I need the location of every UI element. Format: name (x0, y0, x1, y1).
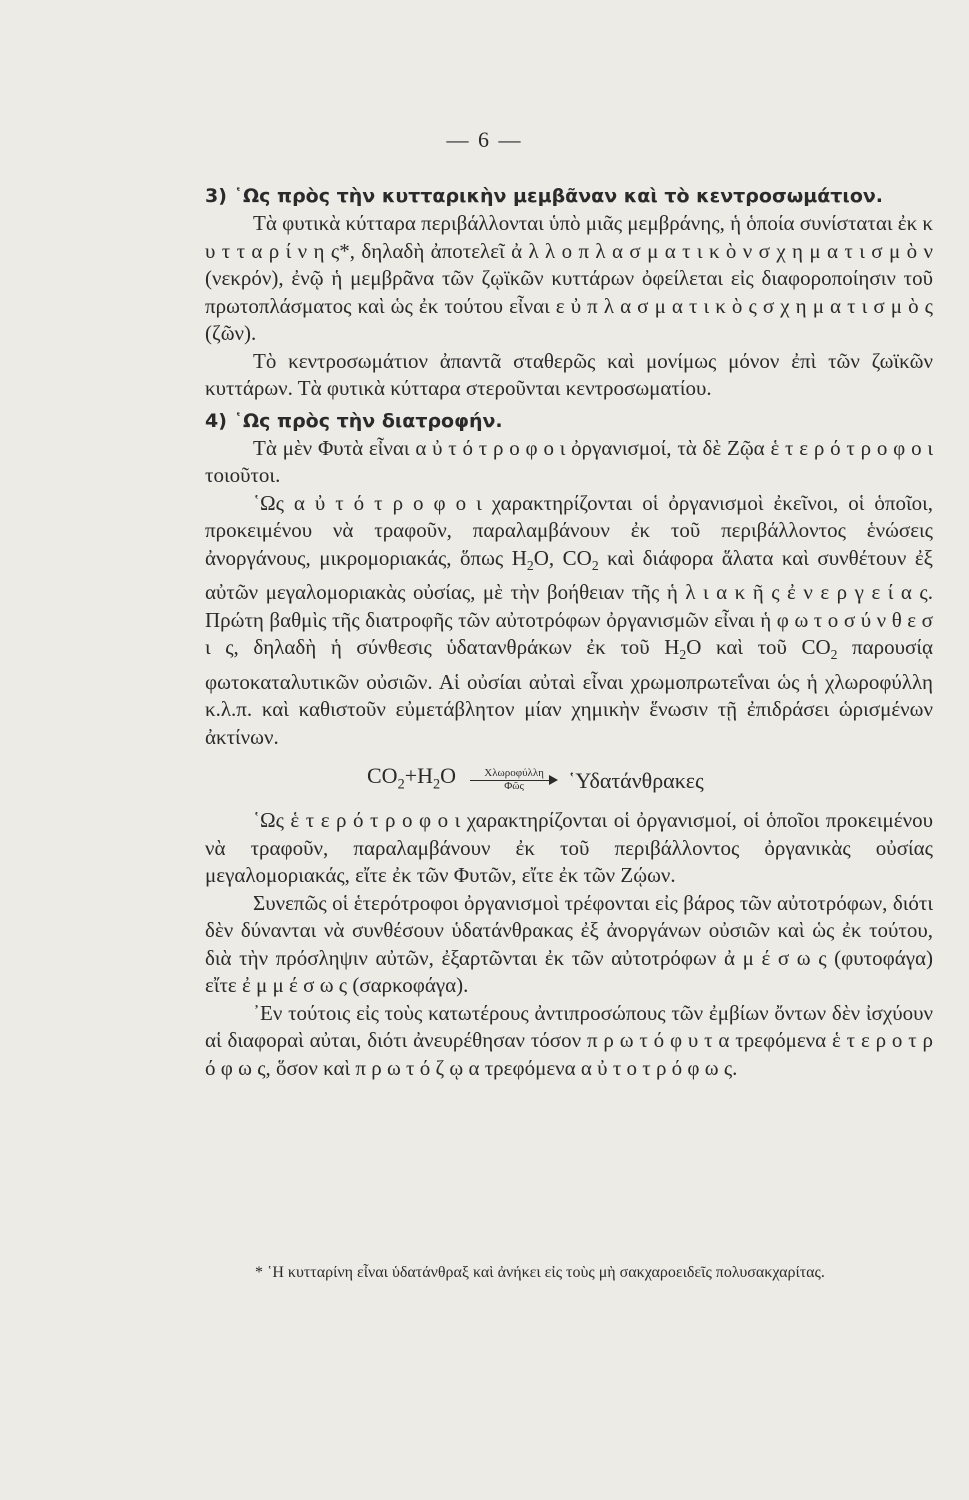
formula-left (367, 762, 456, 799)
text-span: ῾Ως α ὐ τ ό τ ρ ο φ ο ι χαρακτηρίζονται οἱ ὀργανισμοὶ ἐκεῖνοι, οἱ ὁποῖοι, προκειμένου νὰ τραφοῦν, παραλαμβάνουν ἐκ τοῦ περιβάλλοντος ἑνώσεις ἀνοργάνους, μικρομοριακάς, ὅπως H (205, 490, 933, 570)
text-span: O, CO (533, 545, 592, 570)
body-text (205, 182, 933, 1082)
subscript: 2 (591, 557, 599, 573)
section-4-heading: 4) ῾Ως πρὸς τὴν διατροφήν. (205, 409, 503, 432)
page-number: — 6 — (446, 127, 523, 152)
paragraph: ᾿Εν τούτοις εἰς τοὺς κατωτέρους ἀντιπροσώπους τῶν ἐμβίων ὄντων δὲν ἰσχύουν αἱ διαφοραὶ αὐται, διότι ἀνευρέθησαν τόσον π ρ ω τ ό φ υ τ α τρεφόμενα ἑ τ ε ρ ο τ ρ ό φ ω ς, ὅσον καὶ π ρ ω τ ό ζ ῳ α τρεφόμενα α ὐ τ ο τ ρ ό φ ω ς. (205, 1000, 933, 1080)
arrow-label-top: Χλωροφύλλη (484, 767, 544, 780)
formula-right: ῾Υδατάνθρακες (568, 767, 704, 793)
formula-co: CO (367, 762, 398, 788)
subscript: 2 (679, 647, 687, 663)
paragraph (205, 490, 933, 752)
paragraph: Συνεπῶς οἱ ἑτερότροφοι ὀργανισμοὶ τρέφονται εἰς βάρος τῶν αὐτοτρόφων, διότι δὲν δύνανται νὰ συνθέσουν ὑδατάνθρακας ἐξ ἀνοργάνων οὐσιῶν καὶ ὡς ἐκ τούτου, διὰ τὴν πρόσληψιν αὐτῶν, ἐξαρτῶνται ἐκ τῶν αὐτοτρόφων ἀ μ έ σ ω ς (φυτοφάγα) εἴτε ἐ μ μ έ σ ω ς (σαρκοφάγα). (205, 890, 933, 998)
paragraph: Τὰ φυτικὰ κύτταρα περιβάλλονται ὑπὸ μιᾶς μεμβράνης, ἡ ὁποία συνίσταται ἐκ κ υ τ τ α ρ ί ν η ς*, δηλαδὴ ἀποτελεῖ ἀ λ λ ο π λ α σ μ α τ ι κ ὸ ν σ χ η μ α τ ι σ μ ὸ ν (νεκρόν), ἐνῷ ἡ μεμβρᾶνα τῶν ζῳϊκῶν κυττάρων ὀφείλεται εἰς διαφοροποίησιν τοῦ πρωτοπλάσματος καὶ ὡς ἐκ τούτου εἶναι ε ὐ π λ α σ μ α τ ι κ ὸ ς σ χ η μ α τ ι σ μ ὸ ς (ζῶν). (205, 211, 934, 345)
text-span: παρουσίᾳ φωτοκαταλυτικῶν οὐσιῶν. Αἱ οὐσίαι αὐταὶ εἶναι χρωμοπρωτεΐναι ὡς ἡ χλωροφύλλη κ.λ.π. καὶ καθιστοῦν εὐμετάβλητον μίαν χημικὴν ἕνωσιν τῇ ἐπιδράσει ὡρισμένων ἀκτίνων. (205, 635, 934, 749)
subscript: 2 (526, 557, 534, 573)
subscript: 2 (397, 776, 405, 793)
text-span: O καὶ τοῦ CO (686, 635, 831, 660)
arrow-label-bottom: Φῶς (504, 779, 524, 792)
formula-o: O (440, 762, 457, 788)
reaction-arrow (470, 760, 558, 800)
subscript: 2 (433, 776, 441, 793)
text-span: καὶ διάφορα ἅλατα καὶ συνθέτουν ἐξ αὐτῶν μεγαλομοριακὰς οὐσίας, μὲ τὴν βοήθειαν τῆς ἡ λ ι α κ ῆ ς ἐ ν ε ρ γ ε ί α ς. Πρώτη βαθμὶς τῆς διατροφῆς τῶν αὐτοτρόφων ὀργανισμῶν εἶναι ἡ φ ω τ ο σ ύ ν θ ε σ ι ς, δηλαδὴ ἡ σύνθεσις ὑδατανθράκων ἐκ τοῦ H (205, 545, 934, 660)
paragraph: Τὸ κεντροσωμάτιον ἀπαντᾶ σταθερῶς καὶ μονίμως μόνον ἐπὶ τῶν ζωϊκῶν κυττάρων. Τὰ φυτικὰ κύτταρα στεροῦνται κεντροσωματίου. (205, 348, 933, 400)
section-3-heading: 3) ῾Ως πρὸς τὴν κυτταρικὴν μεμβᾶναν καὶ τὸ κεντροσωμάτιον. (205, 185, 884, 207)
photosynthesis-equation (205, 753, 933, 807)
paragraph: ῾Ως ἑ τ ε ρ ό τ ρ ο φ ο ι χαρακτηρίζονται οἱ ὀργανισμοί, οἱ ὁποῖοι προκειμένου νὰ τραφοῦν, παραλαμβάνουν ἐκ τοῦ περιβάλλοντος ὀργανικὰς οὐσίας μεγαλομοριακάς, εἴτε ἐκ τῶν Φυτῶν, εἴτε ἐκ τῶν Ζῴων. (205, 808, 933, 888)
footnote (205, 1262, 933, 1283)
footnote-text: * ῾Η κυτταρίνη εἶναι ὑδατάνθραξ καὶ ἀνήκει εἰς τοὺς μὴ σακχαροειδεῖς πολυσακχαρίτας. (255, 1264, 825, 1281)
paragraph: Τὰ μὲν Φυτὰ εἶναι α ὐ τ ό τ ρ ο φ ο ι ὀργανισμοί, τὰ δὲ Ζῷα ἑ τ ε ρ ό τ ρ ο φ ο ι τοιοῦτοι. (205, 435, 933, 487)
subscript: 2 (830, 647, 838, 663)
formula-h: +H (404, 762, 434, 788)
